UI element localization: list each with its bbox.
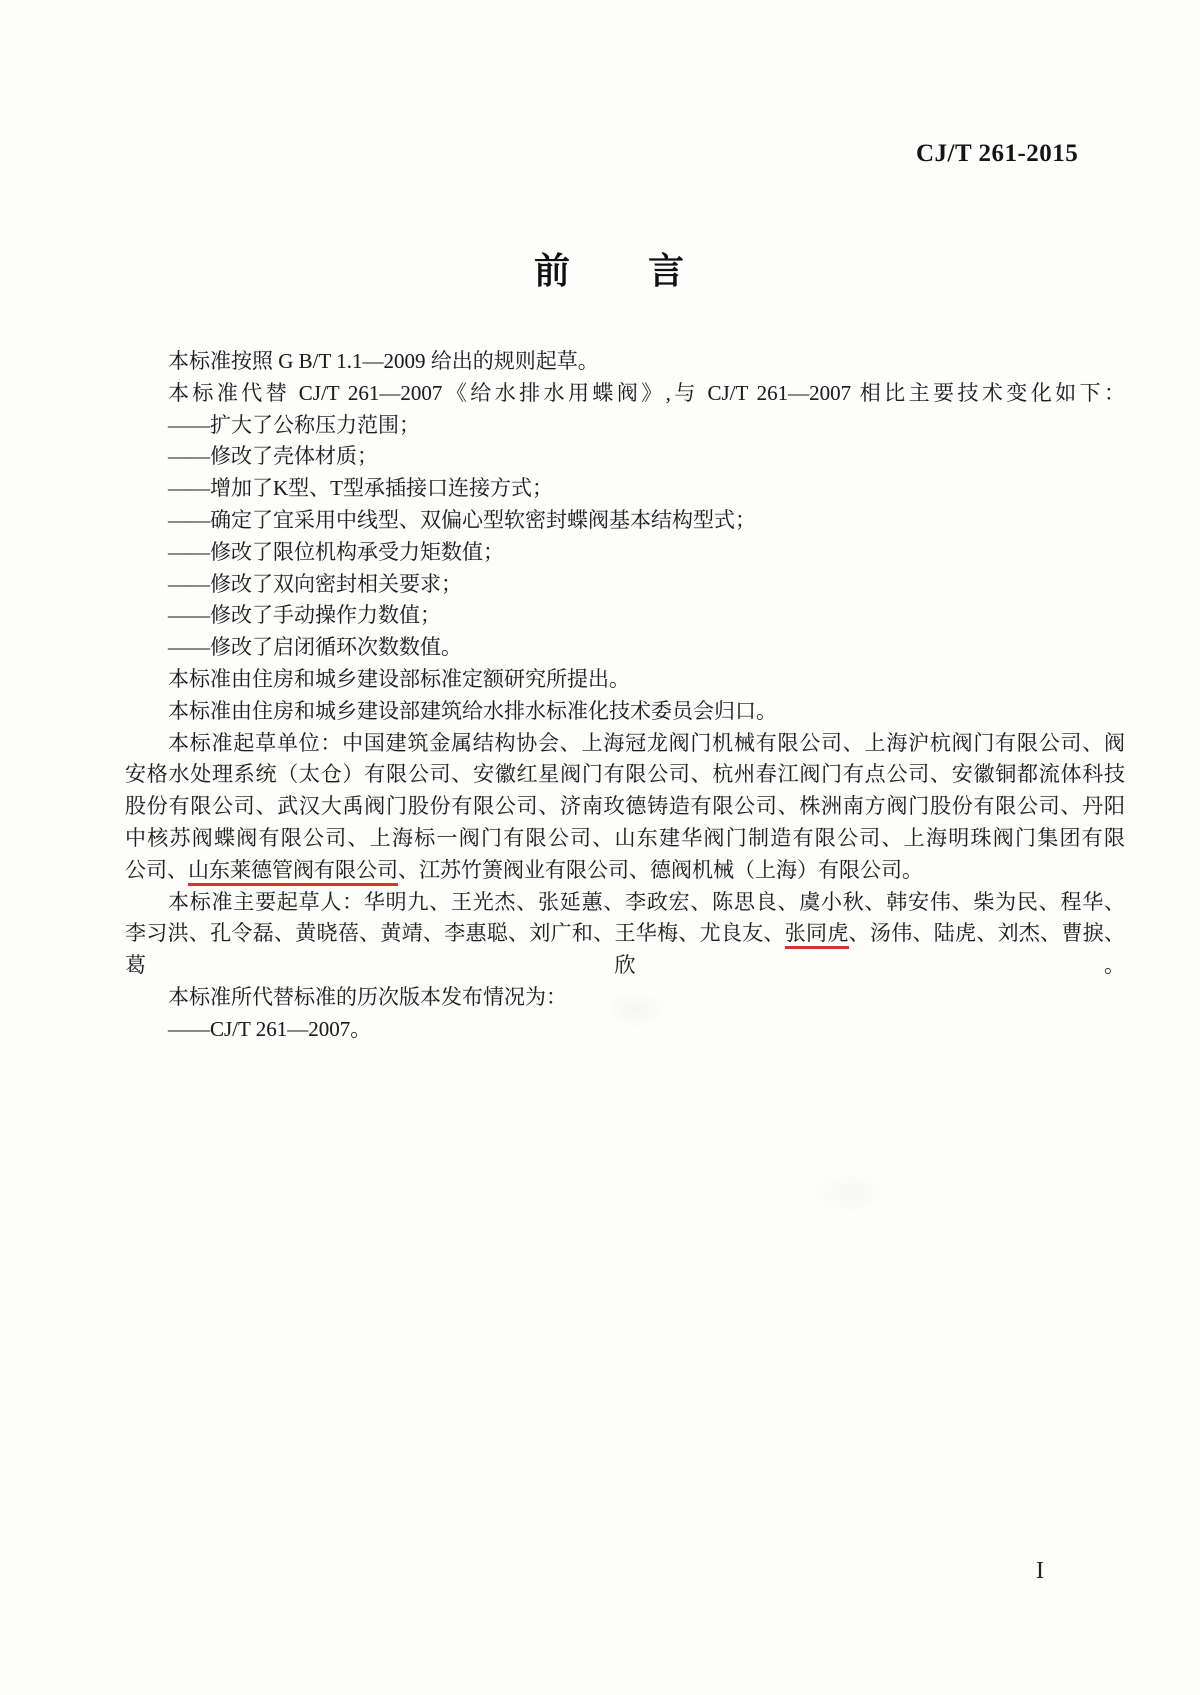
text-segment: ——修改了限位机构承受力矩数值； (168, 539, 504, 564)
text-segment: 本标准按照 G B/T 1.1—2009 给出的规则起草。 (168, 349, 599, 373)
text-segment: 公司、 (125, 857, 188, 882)
text-segment: 李习洪、孔令磊、黄晓蓓、黄靖、李惠聪、刘广和、王华梅、尤良友、 (125, 921, 785, 946)
text-segment: 、江苏竹箦阀业有限公司、德阀机械（上海）有限公司。 (398, 857, 923, 882)
text-segment: 安格水处理系统（太仓）有限公司、安徽红星阀门有限公司、杭州春江阀门有点公司、安徽铜都流体科技 (125, 762, 1125, 787)
text-line (125, 600, 1125, 632)
text-line (125, 759, 1125, 791)
text-line (125, 982, 1125, 1014)
text-line (125, 696, 1125, 728)
text-segment: ——CJ/T 261—2007。 (168, 1016, 372, 1041)
text-segment: ——修改了手动操作力数值； (168, 603, 441, 628)
text-segment: 本标准由住房和城乡建设部建筑给水排水标准化技术委员会归口。 (168, 698, 777, 723)
page-number: I (1036, 1558, 1044, 1584)
text-segment: 股份有限公司、武汉大禹阀门股份有限公司、济南玫德铸造有限公司、株洲南方阀门股份有限公司、丹阳 (125, 794, 1125, 819)
text-line (125, 791, 1125, 823)
text-line (125, 569, 1125, 601)
text-line (125, 1014, 1125, 1046)
text-line (125, 410, 1125, 442)
standard-code-header: CJ/T 261-2015 (916, 140, 1079, 167)
text-segment: 本标准由住房和城乡建设部标准定额研究所提出。 (168, 666, 630, 691)
text-segment: 本标准代替 CJ/T 261—2007《给水排水用蝶阀》,与 CJ/T 261—2007 相比主要技术变化如下： (168, 380, 1125, 405)
text-segment: ——修改了启闭循环次数数值。 (168, 635, 462, 660)
text-segment: ——扩大了公称压力范围； (168, 412, 420, 437)
foreword-title: 前 言 (533, 251, 686, 291)
text-segment: 本标准所代替标准的历次版本发布情况为： (168, 984, 567, 1009)
text-segment: ——增加了K型、T型承插接口连接方式； (168, 476, 553, 501)
text-line (125, 632, 1125, 664)
text-segment: 本标准起草单位：中国建筑金属结构协会、上海冠龙阀门机械有限公司、上海沪杭阀门有限公司、阀 (168, 730, 1125, 755)
text-line (125, 346, 1125, 378)
text-line (125, 378, 1125, 410)
text-segment: ——修改了壳体材质； (168, 444, 378, 469)
text-line (125, 887, 1125, 919)
text-segment: 、汤伟、陆虎、刘杰、曹捩、葛欣。 (125, 921, 1126, 978)
text-segment: ——修改了双向密封相关要求； (168, 571, 462, 596)
foreword-body (125, 346, 1125, 1046)
text-line (125, 855, 1125, 887)
text-line (125, 664, 1125, 696)
red-underlined-text: 张同虎 (785, 921, 849, 949)
scan-smudge (810, 1170, 890, 1216)
text-line (125, 505, 1125, 537)
text-line (125, 537, 1125, 569)
text-line (125, 441, 1125, 473)
text-line (125, 728, 1125, 760)
text-segment: 本标准主要起草人：华明九、王光杰、张延蕙、李政宏、陈思良、虞小秋、韩安伟、柴为民、程华、 (168, 889, 1125, 914)
text-line (125, 473, 1125, 505)
text-line (125, 918, 1125, 982)
text-line (125, 823, 1125, 855)
text-segment: ——确定了宜采用中线型、双偏心型软密封蝶阀基本结构型式； (168, 507, 756, 532)
red-underlined-text: 山东莱德管阀有限公司 (188, 858, 398, 886)
text-segment: 中核苏阀蝶阀有限公司、上海标一阀门有限公司、山东建华阀门制造有限公司、上海明珠阀门集团有限 (125, 825, 1125, 850)
